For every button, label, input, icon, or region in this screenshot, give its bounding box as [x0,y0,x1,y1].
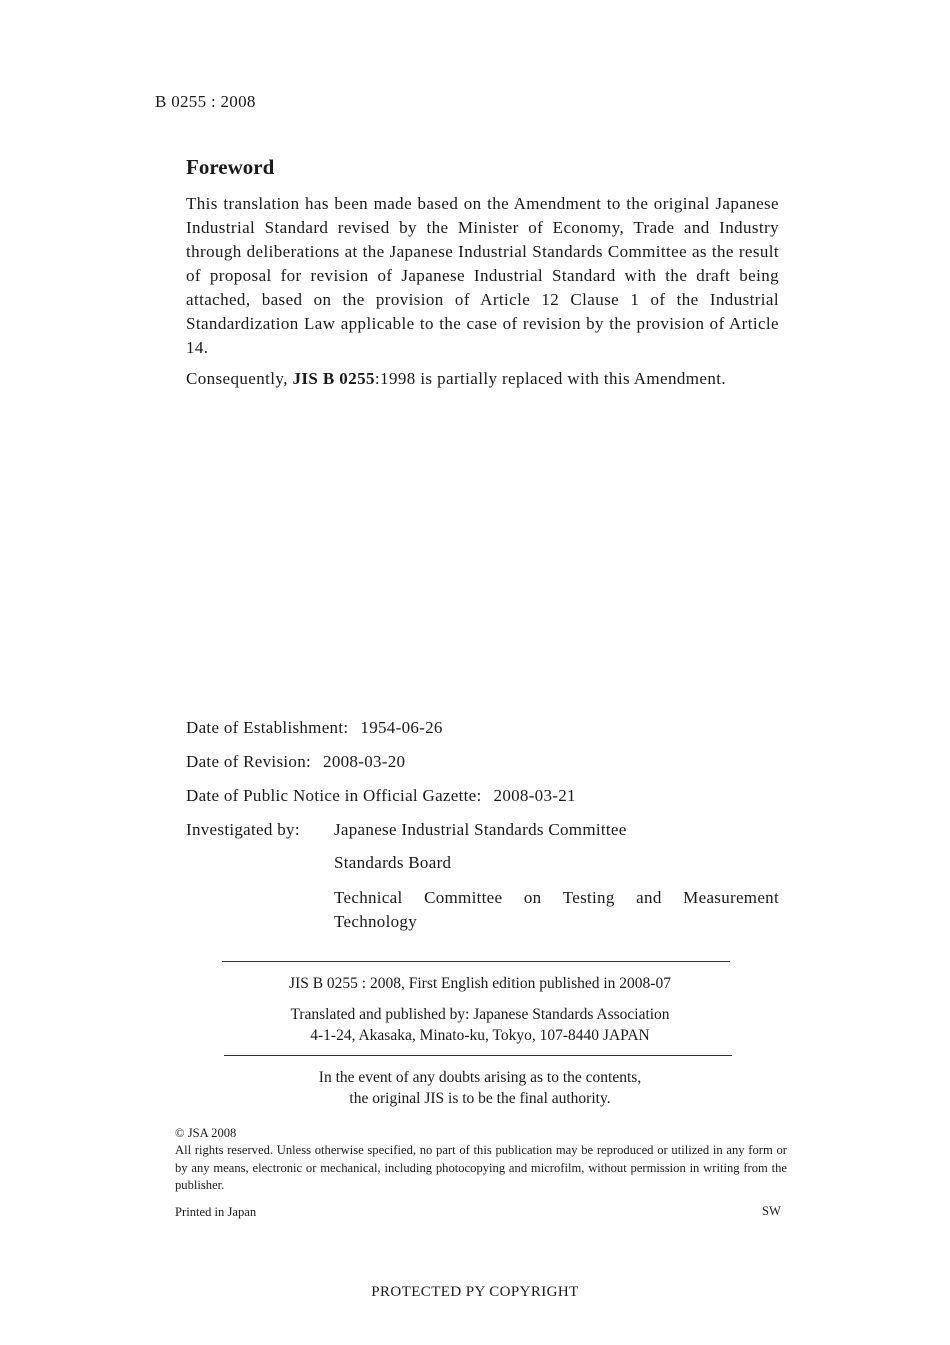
foreword-paragraph-1: This translation has been made based on the Amendment to the original Japanese Industrial Standard revised by the Minister of Economy, Trade and Industry through deliberations at the Japanese Industrial Standards Committee as the result of proposal for revision of Japanese Industrial Standard with the draft being attached, based on the provision of Article 12 Clause 1 of the Industrial Standardization Law applicable to the case of revision by the provision of Article 14. [186,194,779,357]
rights-statement: All rights reserved. Unless otherwise specified, no part of this publication may be reproduced or utilized in any form or by any means, electronic or mechanical, including photocopying and microfilm, without permission in writing from the publisher. [175,1143,787,1192]
investigated-by-item: Japanese Industrial Standards Committee [334,820,627,839]
investigated-by-item: Technical Committee on Testing and Measurement Technology [334,888,779,931]
paragraph-2-prefix: Consequently, [186,369,288,388]
running-header: B 0255 : 2008 [155,92,256,111]
foreword-paragraph-2 [186,367,779,391]
printed-in: Printed in Japan [175,1205,257,1219]
standard-reference-year: :1998 [374,369,416,388]
paragraph-2-suffix: is partially replaced with this Amendment. [420,369,727,388]
authority-notice-line-1: In the event of any doubts arising as to the contents, [318,1069,642,1086]
date-of-establishment [186,718,443,738]
publisher-address: 4-1-24, Akasaka, Minato-ku, Tokyo, 107-8440 JAPAN [310,1027,650,1044]
copyright-watermark-footer: PROTECTED PY COPYRIGHT [371,1284,579,1300]
gazette-value: 2008-03-21 [493,786,576,805]
edition-line: JIS B 0255 : 2008, First English edition published in 2008-07 [289,975,671,992]
date-of-revision [186,752,405,772]
print-code: SW [762,1204,781,1218]
copyright-notice: © JSA 2008 [175,1126,237,1140]
establishment-value: 1954-06-26 [360,718,443,737]
translated-by-line: Translated and published by: Japanese Standards Association [290,1006,670,1023]
revision-label: Date of Revision: [186,752,312,771]
gazette-label: Date of Public Notice in Official Gazette: [186,786,482,805]
divider [224,1055,732,1056]
standard-reference: JIS B 0255 [292,369,375,388]
investigated-by-item: Standards Board [334,853,452,872]
establishment-label: Date of Establishment: [186,718,349,737]
divider [222,961,730,962]
investigated-by-label: Investigated by: [186,820,300,839]
revision-value: 2008-03-20 [323,752,406,771]
authority-notice-line-2: the original JIS is to be the final authority. [349,1090,611,1107]
date-of-public-notice [186,786,576,806]
foreword-title: Foreword [186,155,275,179]
